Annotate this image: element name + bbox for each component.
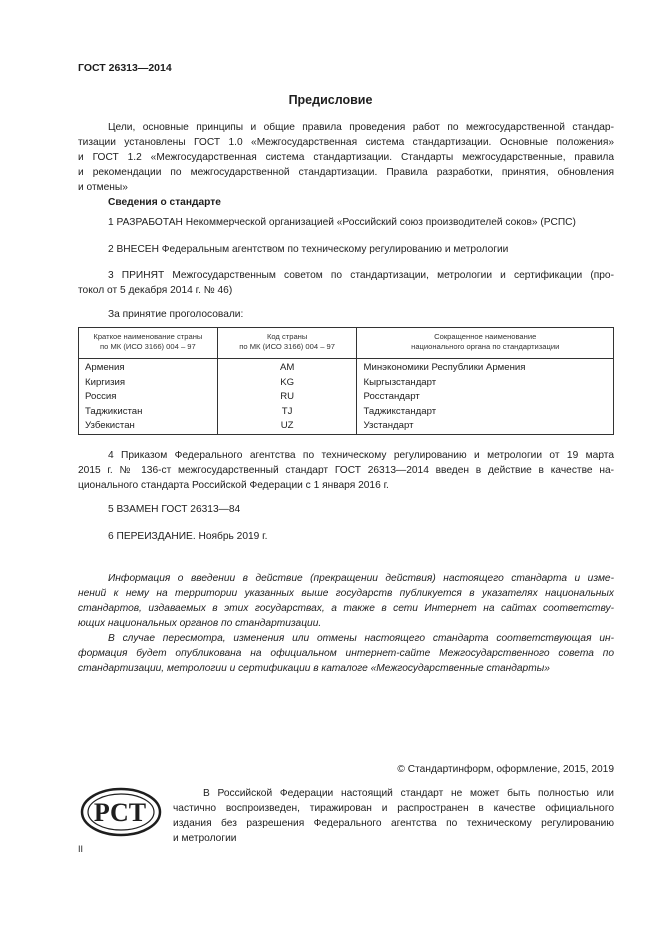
- table-row: [79, 405, 614, 420]
- item-replaces: 5 ВЗАМЕН ГОСТ 26313—84: [108, 504, 241, 515]
- item-adopted: 3 ПРИНЯТ Межгосударственным советом по стандартизации, метрологии и сертификации (про- токол от 5 декабря 2014 г. № 46): [78, 270, 614, 296]
- country-cell: Киргизия: [79, 376, 218, 391]
- country-cell: Таджикистан: [79, 405, 218, 420]
- voted-label: За принятие проголосовали:: [108, 309, 244, 320]
- code-cell: RU: [217, 390, 357, 405]
- header-country-name: Краткое наименование страны по МК (ИСО 3166) 004 – 97: [79, 328, 218, 359]
- table-row: [79, 419, 614, 434]
- intro-paragraph: Цели, основные принципы и общие правила проведения работ по межгосударственной стандар- тизации установлены ГОСТ 1.0 «Межгосударственная система стандартизации. Основные положения» и ГОСТ 1.2 «Межгосударственная система стандартизации. Стандарты межгосударственные, правила и рекомендации по межгосударственной стандартизации. Правила разработки, принятия, обновления и отмены»: [78, 122, 614, 193]
- header-country-code: Код страны по МК (ИСО 3166) 004 – 97: [217, 328, 357, 359]
- table-row: [79, 390, 614, 405]
- document-code-header: ГОСТ 26313—2014: [78, 62, 172, 74]
- page-title: Предисловие: [288, 93, 373, 107]
- rst-certification-mark-icon: [80, 787, 162, 837]
- code-cell: TJ: [217, 405, 357, 420]
- page-number: II: [78, 844, 84, 854]
- country-cell: Армения: [79, 359, 218, 376]
- item-reissue: 6 ПЕРЕИЗДАНИЕ. Ноябрь 2019 г.: [108, 531, 268, 542]
- table-row: [79, 376, 614, 391]
- country-cell: Узбекистан: [79, 419, 218, 434]
- code-cell: AM: [217, 359, 357, 376]
- header-standards-body: Сокращенное наименование национального органа по стандартизации: [357, 328, 614, 359]
- country-cell: Россия: [79, 390, 218, 405]
- copyright-line: © Стандартинформ, оформление, 2015, 2019: [397, 764, 614, 775]
- item-developed: 1 РАЗРАБОТАН Некоммерческой организацией «Российский союз производителей соков» (РСПС): [108, 217, 576, 228]
- code-cell: KG: [217, 376, 357, 391]
- body-cell: Минэкономики Республики Армения: [357, 359, 614, 376]
- table-row: [79, 359, 614, 376]
- section-heading: Сведения о стандарте: [108, 197, 221, 208]
- voting-states-table: [78, 327, 614, 435]
- body-cell: Кыргызстандарт: [357, 376, 614, 391]
- item-enacted: 4 Приказом Федерального агентства по техническому регулированию и метрологии от 19 марта 2015 г. № 136-ст межгосударственный стандарт ГОСТ 26313—2014 введен в действие в качестве на- ционального стандарта Российской Федерации с 1 января 2016 г.: [78, 450, 614, 491]
- body-cell: Росстандарт: [357, 390, 614, 405]
- rights-notice: В Российской Федерации настоящий стандарт не может быть полностью или частично воспроизведен, тиражирован и распространен в качестве официального издания без разрешения Федерального агентства по техническому регулированию и метрологии: [173, 788, 614, 844]
- table-header-row: [79, 328, 614, 359]
- code-cell: UZ: [217, 419, 357, 434]
- svg-text:РСТ: РСТ: [93, 798, 147, 827]
- body-cell: Таджикстандарт: [357, 405, 614, 420]
- item-submitted: 2 ВНЕСЕН Федеральным агентством по техническому регулированию и метрологии: [108, 244, 509, 255]
- body-cell: Узстандарт: [357, 419, 614, 434]
- notice-paragraph: Информация о введении в действие (прекращении действия) настоящего стандарта и изме- нений к нему на территории указанных выше государств публикуется в указателях национальных стандартов, издаваемых в этих государствах, а также в сети Интернет на сайтах соответству- ющих национальных органов по стандартизации. В случае пересмотра, изменения или отмены настоящего стандарта соответствующая ин- формация будет опубликована на официальном интернет-сайте Межгосударственного совета по стандартизации, метрологии и сертификации в каталоге «Межгосударственные стандарты»: [78, 573, 614, 674]
